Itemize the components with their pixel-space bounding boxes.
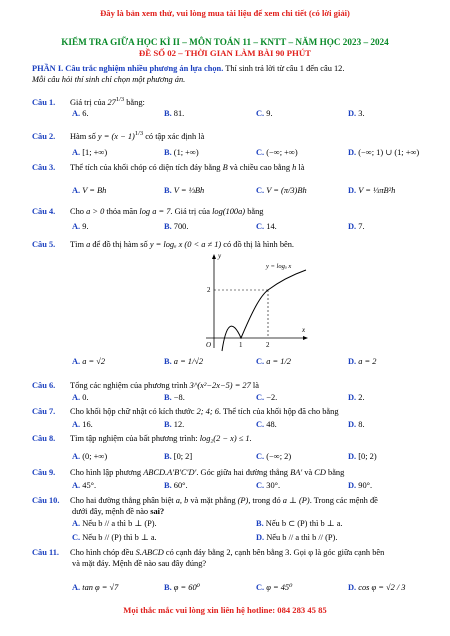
- question-text: Tìm: [70, 240, 84, 249]
- part-text: Thí sinh trả lời từ câu 1 đến câu 12.: [223, 64, 345, 73]
- question-text: . Trong các mệnh đề: [309, 496, 378, 505]
- math-var: B: [222, 163, 228, 172]
- question-6: [32, 381, 432, 391]
- option-c[interactable]: 9.: [266, 109, 273, 118]
- x-label: x: [302, 326, 306, 334]
- option-a[interactable]: 0.: [82, 393, 89, 402]
- preview-notice: Đây là bản xem thử, vui lòng mua tài liệu để xem chi tiết (có lời giải): [100, 8, 350, 18]
- option-c[interactable]: φ = 45⁰: [266, 583, 293, 592]
- option-d[interactable]: cos φ = √2 / 3: [358, 583, 406, 592]
- question-text: là: [298, 163, 305, 172]
- math-expr: log₂(2 − x) ≤ 1.: [199, 434, 252, 443]
- option-a[interactable]: (0; +∞): [82, 452, 108, 461]
- question-text: . Thể tích của khối hộp đã cho bằng: [218, 407, 339, 416]
- option-c[interactable]: 48.: [266, 420, 277, 429]
- option-d[interactable]: Nếu b // a thì b // (P).: [266, 533, 338, 542]
- question-text: và mặt phẳng: [190, 496, 236, 505]
- math-expr: a ⊥ (P): [282, 496, 310, 505]
- question-text: Thể tích của khối chóp có diện tích đáy bằng: [70, 163, 221, 172]
- option-a[interactable]: 45°.: [82, 481, 97, 490]
- hotline-footer: Mọi thắc mắc vui lòng xin liên hệ hotline: 084 283 45 85: [123, 605, 327, 615]
- option-c[interactable]: −2.: [266, 393, 278, 402]
- question-9: [32, 468, 432, 478]
- option-c[interactable]: 14.: [266, 222, 277, 231]
- option-d[interactable]: 90°.: [358, 481, 373, 490]
- question-number: Câu 8.: [32, 434, 56, 443]
- option-c[interactable]: (−∞; +∞): [266, 148, 298, 157]
- option-b[interactable]: a = 1/√2: [173, 357, 204, 366]
- option-d[interactable]: 2.: [358, 393, 365, 402]
- question-text: là: [252, 381, 259, 390]
- option-d[interactable]: 7.: [358, 222, 365, 231]
- option-c[interactable]: a = 1/2: [266, 357, 291, 366]
- option-c[interactable]: (−∞; 2): [266, 452, 292, 461]
- question-8: [32, 434, 432, 444]
- x-arrow-icon: [303, 336, 308, 340]
- question-4: [32, 207, 432, 217]
- math-var: a, b: [175, 496, 189, 505]
- question-11: [32, 548, 432, 558]
- option-d[interactable]: V = ⅓πB²h: [358, 186, 396, 195]
- question-number: Câu 3.: [32, 163, 56, 172]
- math-expr: y = (x − 1): [97, 131, 135, 141]
- question-number: Câu 6.: [32, 381, 56, 390]
- math-exponent: 1/3: [134, 130, 144, 137]
- question-number: Câu 5.: [32, 240, 56, 249]
- question-text: Cho khối hộp chữ nhật có kích thước: [70, 407, 195, 416]
- question-text: có tập xác định là: [145, 131, 205, 141]
- option-b[interactable]: 12.: [173, 420, 185, 429]
- math-expr: log a = 7: [139, 207, 171, 216]
- option-b[interactable]: Nếu b ⊂ (P) thì b ⊥ a.: [265, 519, 343, 528]
- question-7: [32, 407, 432, 417]
- question-text: có đồ thị là hình bên.: [223, 240, 295, 249]
- question-1: [32, 96, 432, 108]
- question-text: Hàm số: [70, 131, 96, 141]
- question-text: Cho hai đường thẳng phân biệt: [70, 496, 174, 505]
- math-expr: S.ABCD: [135, 548, 164, 557]
- origin-label: O: [206, 341, 212, 349]
- part-heading: [32, 64, 432, 74]
- question-text: Tổng các nghiệm của phương trình: [70, 381, 188, 390]
- math-expr: 27: [107, 97, 116, 107]
- y-label: y: [218, 252, 222, 260]
- question-text: và: [304, 468, 313, 477]
- question-text: Cho: [70, 207, 84, 216]
- curve-path: [222, 270, 306, 351]
- question-text: bằng: [247, 207, 264, 216]
- page: Đây là bản xem thử, vui lòng mua tài liệu để xem chi tiết (có lời giải) KIỂM TRA GIỮA HỌC KÌ II – MÔN TOÁN 11 – KNTT – NĂM HỌC 2023 – 2024 ĐỀ SỐ 02 – THỜI GIAN LÀM BÀI 90 PHÚT PHẦN I. Câu trắc nghiệm nhiều phương án lựa chọn. Thí sinh trả lời từ câu 1 đến câu 12. Mỗi câu hỏi thí sinh chỉ chọn một phương án. Câu 1. Giá trị của $27^{1/3}$ bằng: A. 6. B. 81. C. 9. D. 3. Câu 2. Hàm số $y = (x - 1)^{1/3}$ có tập xác định là A. [1; +∞) B. (1; +∞) C. (−∞; +∞) D. (−∞; 1) ∪ (1; +∞) Câu 3. Thể tích của khối chóp có diện tích đáy bằng B và chiều cao bằng h là A. V = Bh B. V = ⅓Bh C. V = (π/3)Bh D. V = ⅓πB²h Câu 4. Cho a > 0 thỏa mãn log a = 7. Giá trị của log(100a) bằng A. 9. B. 700. C. 14. D. 7. Câu 5. Tìm a để đồ thị hàm số y = logₐ x (0 < a ≠ 1) có đồ thị là hình bên. y x O 1 2 2 y = logₐ x A. a = √2 B. a = 1/√2 C. a = 1/2 D. a = 2 Câu 6. Tổng các nghiệm của phương trình 3^(x²−2x−5) = 27 là A. 0. B. −8. C. −2. D. 2. Câu 7. Cho khối hộp chữ nhật có kích thước 2; 4; 6. Thể tích của khối hộp đã cho bằng A. 16. B. 12. C. 48. D. 8. Câu 8. Tìm tập nghiệm của bất phương trình: log₂(2 − x) ≤ 1. A. (0; +∞) B. [0; 2] C. (−∞; 2) D. [0; 2) Câu 9. Cho hình lập phương ABCD.A′B′C′D′. Góc giữa hai đường thẳng BA′ và CD bằng A. 45°. B. 60°. C. 30°. D. 90°. Câu 10. Cho hai đường thẳng phân biệt a, b và mặt phẳng (P), trong đó a ⊥ (P). Trong các mệnh đề dưới đây, mệnh đề nào sai? A. Nếu b // a thì b ⊥ (P). B. Nếu b ⊂ (P) thì b ⊥ a. C. Nếu b // (P) thì b ⊥ a. D. Nếu b // a thì b // (P). Câu 11. Cho hình chóp đều S.ABCD có cạnh đáy bằng 2, cạnh bên bằng 3. Gọi φ là góc giữa cạnh bên và mặt đáy. Mệnh đề nào sau đây đúng? A. tan φ = √7 B. φ = 60⁰ C. φ = 45⁰ D. cos φ = √2 / 3 Mọi thắc mắc vui lòng xin liên hệ hotline: 084 283 45 85: [0, 0, 450, 636]
- question-text: bằng: [328, 468, 345, 477]
- option-a[interactable]: 9.: [82, 222, 89, 231]
- question-text: có cạnh đáy bằng 2, cạnh bên bằng 3. Gọi φ là góc giữa cạnh bên: [165, 548, 385, 557]
- question-number: Câu 10.: [32, 496, 60, 505]
- math-expr: y = logₐ x (0 < a ≠ 1): [149, 240, 222, 249]
- question-text: Cho hình lập phương: [70, 468, 142, 477]
- tick-1: 1: [239, 341, 243, 349]
- question-text: Tìm tập nghiệm của bất phương trình:: [70, 434, 198, 443]
- option-c[interactable]: 30°.: [266, 481, 281, 490]
- question-number: Câu 11.: [32, 548, 59, 557]
- option-a[interactable]: [1; +∞): [82, 148, 108, 157]
- option-d[interactable]: 3.: [358, 109, 365, 118]
- question-text: , trong đó: [248, 496, 281, 505]
- math-expr: a > 0: [86, 207, 105, 216]
- question-text: để đồ thị hàm số: [92, 240, 148, 249]
- question-text: thỏa mãn: [106, 207, 138, 216]
- question-text: . Góc giữa hai đường thẳng: [196, 468, 288, 477]
- exam-subtitle: ĐỀ SỐ 02 – THỜI GIAN LÀM BÀI 90 PHÚT: [138, 48, 312, 58]
- question-3: [32, 163, 432, 173]
- option-d[interactable]: (−∞; 1) ∪ (1; +∞): [358, 148, 420, 157]
- question-number: Câu 2.: [32, 131, 56, 141]
- option-b[interactable]: 60°.: [173, 481, 188, 490]
- question-2: [32, 130, 432, 142]
- option-b[interactable]: φ = 60⁰: [173, 583, 200, 592]
- tick-2: 2: [266, 341, 270, 349]
- part-label: PHẦN I. Câu trắc nghiệm nhiều phương án lựa chọn.: [32, 64, 224, 73]
- math-expr: 2; 4; 6: [196, 407, 219, 416]
- question-text: và chiều cao bằng: [229, 163, 291, 172]
- option-a[interactable]: a = √2: [82, 357, 106, 366]
- option-c[interactable]: Nếu b // (P) thì b ⊥ a.: [82, 533, 157, 542]
- math-var: a: [86, 240, 91, 249]
- math-expr: 3^(x²−2x−5) = 27: [189, 381, 251, 390]
- part-instruction: Mỗi câu hỏi thí sinh chỉ chọn một phương án.: [32, 75, 186, 84]
- question-emphasis: sai?: [150, 507, 165, 516]
- math-exponent: 1/3: [115, 96, 125, 103]
- option-a[interactable]: Nếu b // a thì b ⊥ (P).: [82, 519, 157, 528]
- math-expr: ABCD.A′B′C′D′: [143, 468, 197, 477]
- option-b[interactable]: −8.: [173, 393, 185, 402]
- math-var: h: [292, 163, 297, 172]
- option-b[interactable]: 81.: [173, 109, 185, 118]
- tick-y-2: 2: [207, 286, 211, 294]
- option-b[interactable]: [0; 2]: [173, 452, 193, 461]
- option-b[interactable]: (1; +∞): [173, 148, 199, 157]
- option-d[interactable]: a = 2: [358, 357, 377, 366]
- question-number: Câu 1.: [32, 97, 56, 107]
- option-a[interactable]: tan φ = √7: [82, 583, 119, 592]
- option-d[interactable]: [0; 2): [358, 452, 377, 461]
- option-b[interactable]: 700.: [173, 222, 189, 231]
- log-graph: [180, 252, 310, 352]
- option-a[interactable]: 16.: [82, 420, 93, 429]
- question-number: Câu 7.: [32, 407, 56, 416]
- option-c[interactable]: V = (π/3)Bh: [266, 186, 307, 195]
- question-5: [32, 240, 432, 250]
- option-d[interactable]: 8.: [358, 420, 365, 429]
- question-text: Giá trị của: [70, 97, 106, 107]
- question-number: Câu 9.: [32, 468, 56, 477]
- option-b[interactable]: V = ⅓Bh: [173, 186, 205, 195]
- math-expr: (P): [237, 496, 249, 505]
- option-a[interactable]: V = Bh: [82, 186, 107, 195]
- question-10: [32, 496, 432, 506]
- question-text: . Giá trị của: [170, 207, 210, 216]
- math-expr: CD: [314, 468, 326, 477]
- math-expr: BA′: [290, 468, 303, 477]
- question-text: dưới đây, mệnh đề nào: [72, 507, 149, 516]
- option-a[interactable]: 6.: [82, 109, 89, 118]
- question-text: bằng:: [126, 97, 145, 107]
- y-arrow-icon: [212, 254, 216, 259]
- curve-label: y = logₐ x: [266, 263, 292, 270]
- question-text: Cho hình chóp đều: [70, 548, 134, 557]
- math-expr: log(100a): [212, 207, 246, 216]
- question-10-line2: [72, 507, 432, 517]
- question-number: Câu 4.: [32, 207, 56, 216]
- exam-title: KIỂM TRA GIỮA HỌC KÌ II – MÔN TOÁN 11 – KNTT – NĂM HỌC 2023 – 2024: [61, 37, 389, 47]
- question-11-line2: và mặt đáy. Mệnh đề nào sau đây đúng?: [72, 559, 207, 568]
